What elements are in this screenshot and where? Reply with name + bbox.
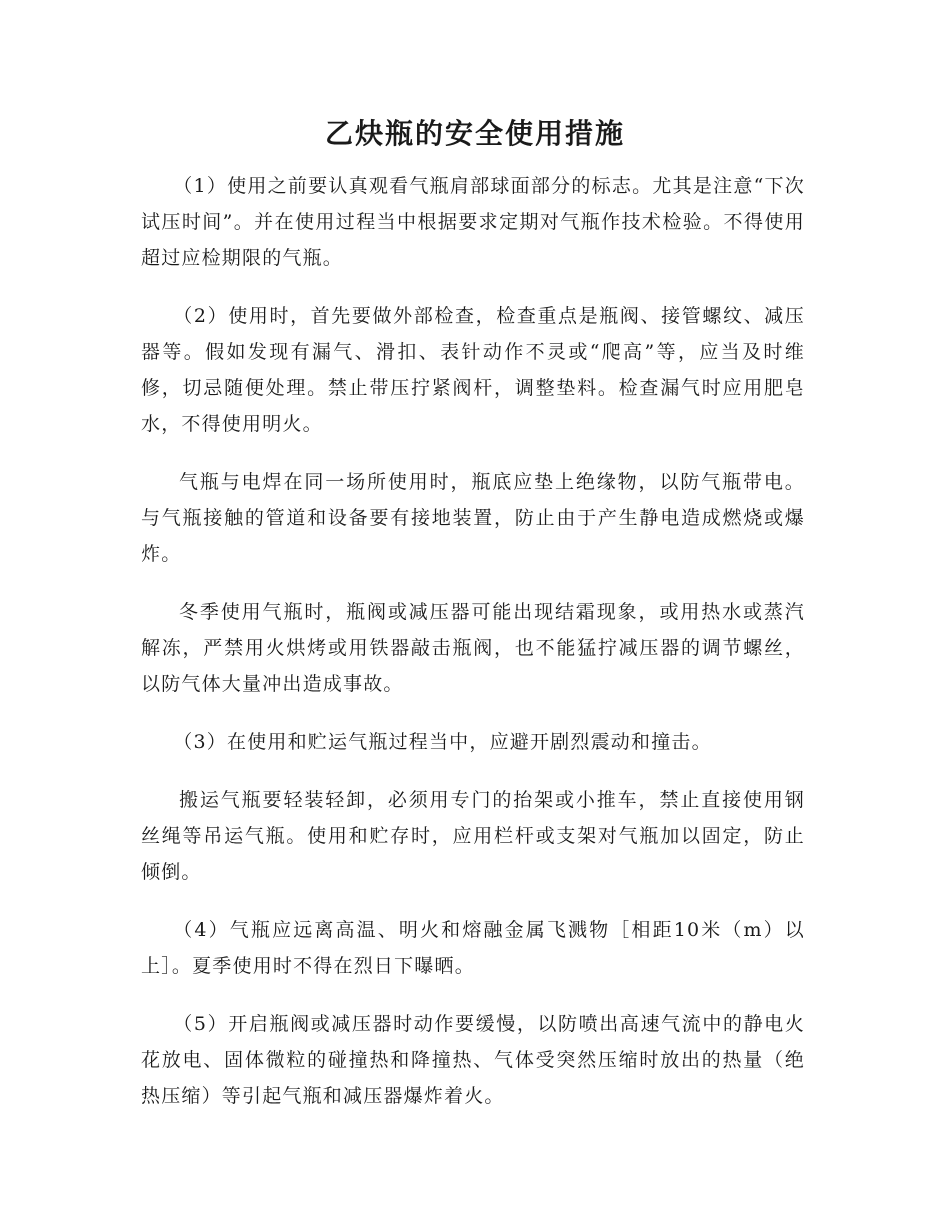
paragraph-6: 搬运气瓶要轻装轻卸，必须用专门的抬架或小推车，禁止直接使用钢丝绳等吊运气瓶。使用和贮存时，应用栏杆或支架对气瓶加以固定，防止倾倒。 [141,789,805,883]
paragraph-4: 冬季使用气瓶时，瓶阀或减压器可能出现结霜现象，或用热水或蒸汽解冻，严禁用火烘烤或用铁器敲击瓶阀，也不能猛拧减压器的调节螺丝，以防气体大量冲出造成事故。 [141,601,805,695]
document-title: 乙炔瓶的安全使用措施 [324,117,625,150]
paragraph-5: （3）在使用和贮运气瓶过程当中，应避开剧烈震动和撞击。 [173,731,712,753]
paragraph-2: （2）使用时，首先要做外部检查，检查重点是瓶阀、接管螺纹、减压器等。假如发现有漏气、滑扣、表针动作不灵或“爬高”等，应当及时维修，切忌随便处理。禁止带压拧紧阀杆，调整垫料。检查漏气时应用肥皂水，不得使用明火。 [141,305,805,435]
paragraph-1: （1）使用之前要认真观看气瓶肩部球面部分的标志。尤其是注意“下次试压时间”。并在使用过程当中根据要求定期对气瓶作技术检验。不得使用超过应检期限的气瓶。 [141,175,805,269]
paragraph-7: （4）气瓶应远离高温、明火和熔融金属飞溅物［相距10米（m）以上］。夏季使用时不得在烈日下曝晒。 [141,919,805,977]
document-body [141,168,805,1136]
paragraph-8: （5）开启瓶阀或减压器时动作要缓慢，以防喷出高速气流中的静电火花放电、固体微粒的碰撞热和降撞热、气体受突然压缩时放出的热量（绝热压缩）等引起气瓶和减压器爆炸着火。 [141,1013,805,1107]
paragraph-3: 气瓶与电焊在同一场所使用时，瓶底应垫上绝缘物，以防气瓶带电。与气瓶接触的管道和设备要有接地装置，防止由于产生静电造成燃烧或爆炸。 [141,471,805,565]
